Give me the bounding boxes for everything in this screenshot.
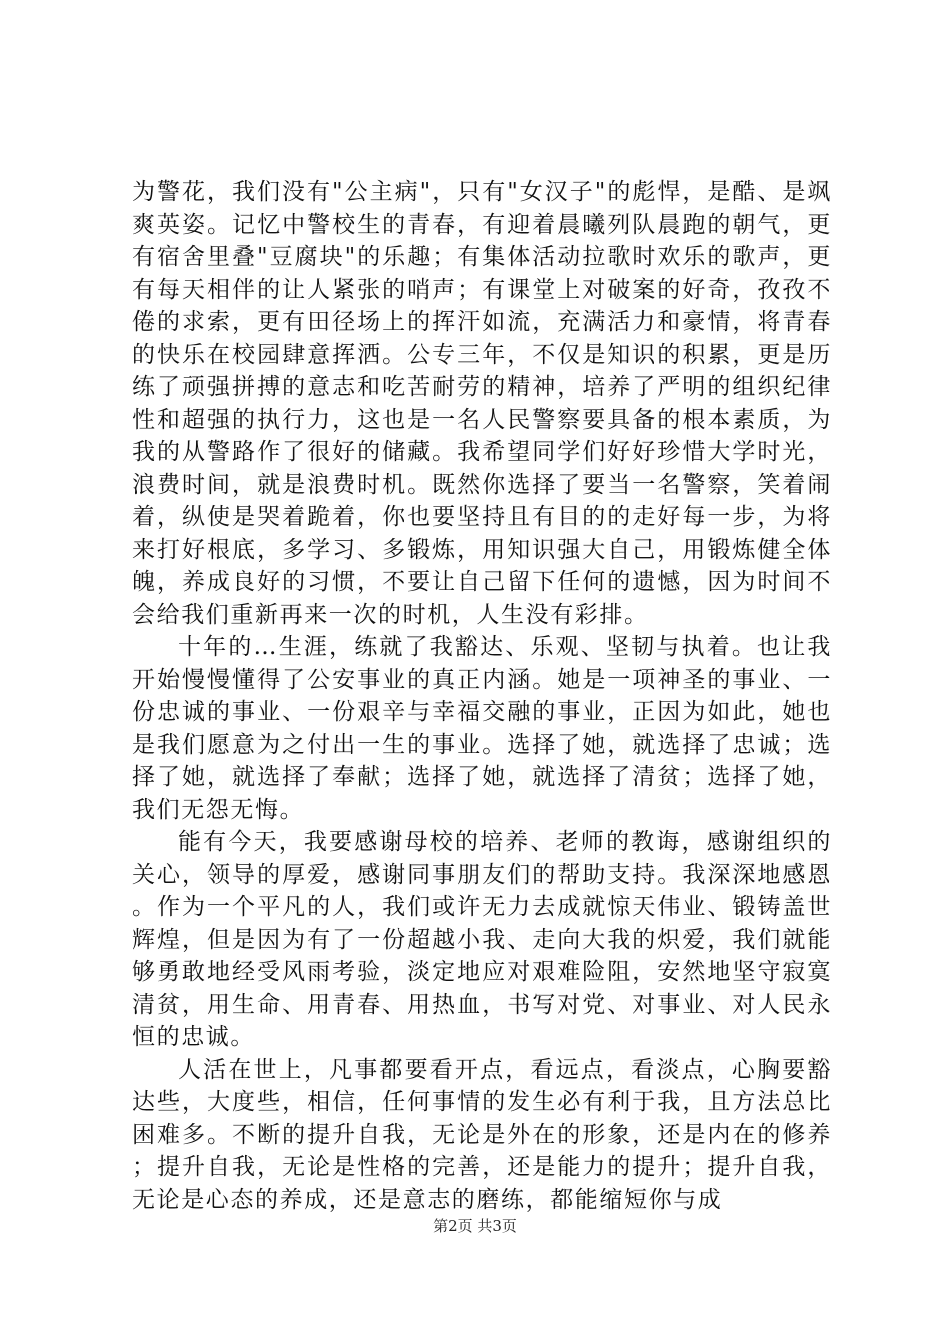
paragraph-4: 人活在世上，凡事都要看开点，看远点，看淡点，心胸要豁达些，大度些，相信，任何事情的发生必有利于我，且方法总比困难多。不断的提升自我，无论是外在的形象，还是内在的修养；提升自我，无论是性格的完善，还是能力的提升；提升自我，无论是心态的养成，还是意志的磨练，都能缩短你与成 [132, 1056, 832, 1213]
document-body [132, 176, 832, 1216]
paragraph-1: 为警花，我们没有"公主病"，只有"女汉子"的彪悍，是酷、是飒爽英姿。记忆中警校生的青春，有迎着晨曦列队晨跑的朝气，更有宿舍里叠"豆腐块"的乐趣；有集体活动拉歌时欢乐的歌声，更有每天相伴的让人紧张的哨声；有课堂上对破案的好奇，孜孜不倦的求索，更有田径场上的挥汗如流，充满活力和豪情，将青春的快乐在校园肆意挥洒。公专三年，不仅是知识的积累，更是历练了顽强拼搏的意志和吃苦耐劳的精神，培养了严明的组织纪律性和超强的执行力，这也是一名人民警察要具备的根本素质，为我的从警路作了很好的储藏。我希望同学们好好珍惜大学时光，浪费时间，就是浪费时机。既然你选择了要当一名警察，笑着闹着，纵使是哭着跪着，你也要坚持且有目的的走好每一步，为将来打好根底，多学习、多锻炼，用知识强大自己，用锻炼健全体魄，养成良好的习惯，不要让自己留下任何的遗憾，因为时间不会给我们重新再来一次的时机，人生没有彩排。 [132, 179, 832, 628]
paragraph-3: 能有今天，我要感谢母校的培养、老师的教诲，感谢组织的关心，领导的厚爱，感谢同事朋友们的帮助支持。我深深地感恩。作为一个平凡的人，我们或许无力去成就惊天伟业、锻铸盖世辉煌，但是因为有了一份超越小我、走向大我的炽爱，我们就能够勇敢地经受风雨考验，淡定地应对艰难险阻，安然地坚守寂寞清贫，用生命、用青春、用热血，书写对党、对事业、对人民永恒的忠诚。 [132, 829, 832, 1050]
page-footer: 第2页 共3页 [433, 1217, 517, 1235]
paragraph-2: 十年的…生涯，练就了我豁达、乐观、坚韧与执着。也让我开始慢慢懂得了公安事业的真正内涵。她是一项神圣的事业、一份忠诚的事业、一份艰辛与幸福交融的事业，正因为如此，她也是我们愿意为之付出一生的事业。选择了她，就选择了忠诚；选择了她，就选择了奉献；选择了她，就选择了清贫；选择了她，我们无怨无悔。 [132, 634, 832, 823]
